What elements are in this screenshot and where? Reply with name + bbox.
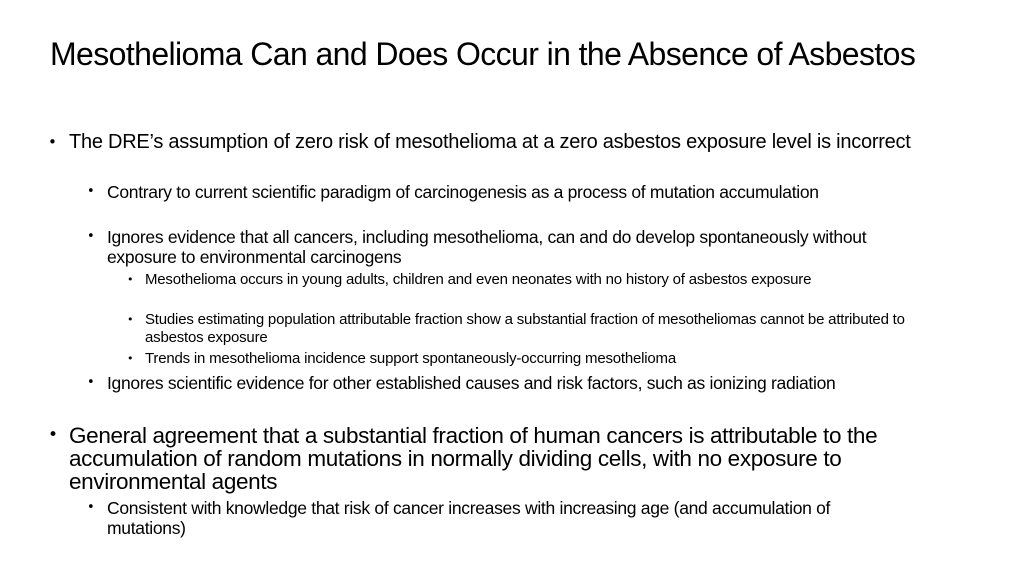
bullet-icon: • <box>127 352 134 365</box>
bullet-text: Studies estimating population attributable fraction show a substantial fraction of mesotheliomas cannot be attributed to asbestos exposure <box>145 311 905 346</box>
bullet-icon: • <box>87 375 95 390</box>
bullet-icon: • <box>87 229 95 244</box>
bullet-text: Contrary to current scientific paradigm of carcinogenesis as a process of mutation accumulation <box>107 182 819 202</box>
bullet-text: Consistent with knowledge that risk of cancer increases with increasing age (and accumulation of mutations) <box>107 498 831 538</box>
bullet-item-level-3 <box>127 271 935 289</box>
bullet-text: Trends in mesothelioma incidence support spontaneously-occurring mesothelioma <box>145 350 676 367</box>
bullet-text: The DRE’s assumption of zero risk of mesothelioma at a zero asbestos exposure level is incorrect <box>69 131 911 153</box>
slide-title: Mesothelioma Can and Does Occur in the Absence of Asbestos <box>50 36 916 72</box>
bullet-item-level-3 <box>127 311 965 346</box>
bullet-icon: • <box>48 425 58 445</box>
bullet-text: Ignores scientific evidence for other established causes and risk factors, such as ionizing radiation <box>107 373 836 393</box>
bullet-item-level-3 <box>127 350 965 368</box>
bullet-icon: • <box>127 273 134 286</box>
bullet-item-level-2 <box>87 227 867 267</box>
bullet-item-level-1 <box>48 423 974 494</box>
bullet-item-level-2 <box>87 498 897 538</box>
bullet-item-level-2 <box>87 373 957 393</box>
bullet-text: General agreement that a substantial fraction of human cancers is attributable to the accumulation of random mutations in normally dividing cells, with no exposure to environmental agents <box>69 423 878 494</box>
bullet-text: Mesothelioma occurs in young adults, children and even neonates with no history of asbestos exposure <box>145 271 812 288</box>
bullet-item-level-2 <box>87 182 907 202</box>
bullet-icon: • <box>87 500 95 515</box>
bullet-icon: • <box>48 133 57 151</box>
bullet-icon: • <box>127 313 134 326</box>
bullet-item-level-1 <box>48 131 974 154</box>
bullet-icon: • <box>87 184 95 199</box>
bullet-text: Ignores evidence that all cancers, including mesothelioma, can and do develop spontaneously without exposure to environmental carcinogens <box>107 227 867 267</box>
